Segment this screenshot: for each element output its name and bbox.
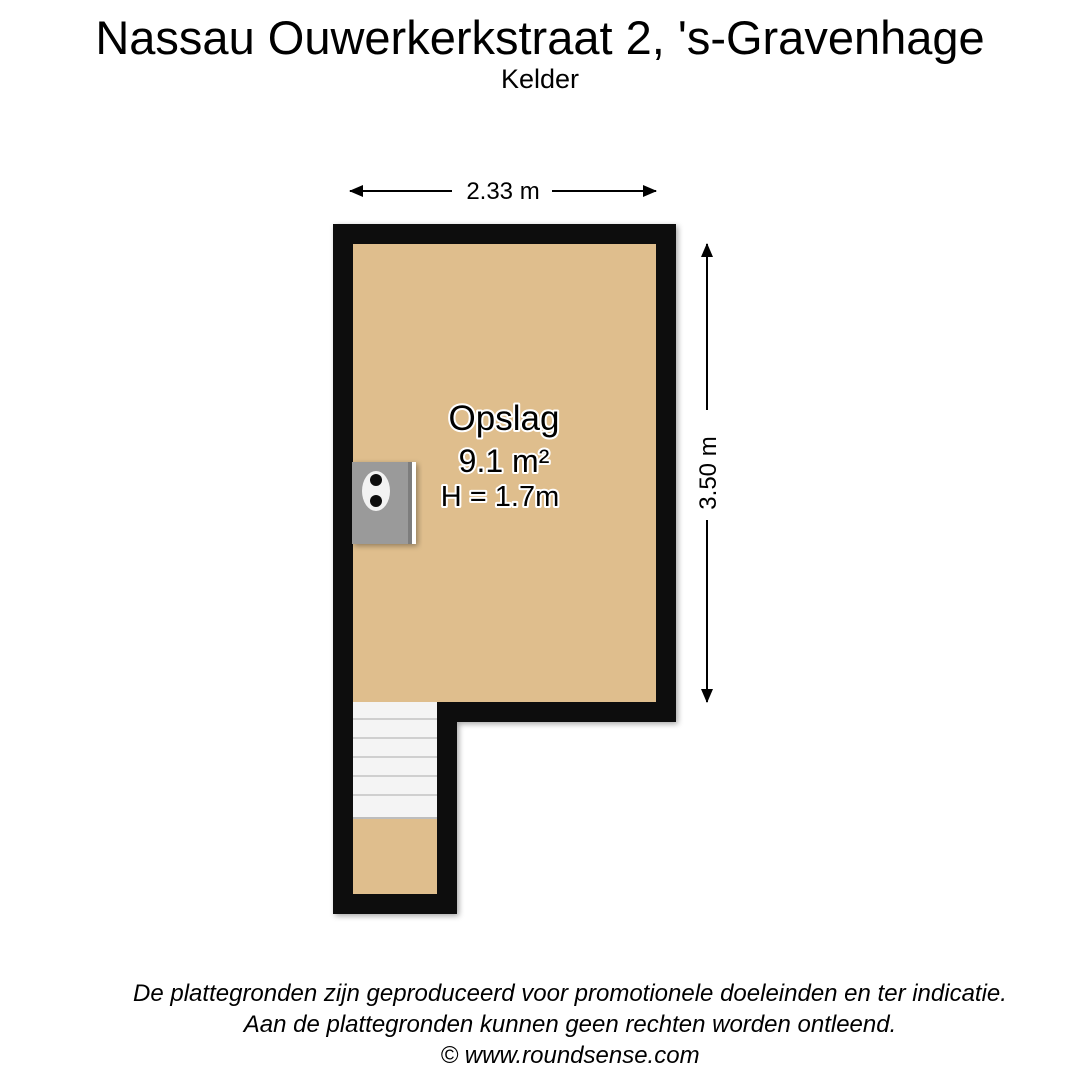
depth-dimension-label: 3.50 m [695,436,722,510]
room-height: H = 1.7m [440,481,560,513]
room-area: 9.1 m² [458,443,550,479]
stairs [353,702,437,818]
width-dimension-label: 2.33 m [466,178,540,205]
room-name: Opslag [448,399,560,438]
disclaimer-line-1: De plattegronden zijn geproduceerd voor promotionele doeleinden en ter indicatie. [133,980,1007,1007]
disclaimer [0,978,1080,1071]
floor-label: Kelder [500,64,580,94]
plan-title: Nassau Ouwerkerkstraat 2, 's-Gravenhage [95,11,985,64]
copyright-text: © www.roundsense.com [440,1042,700,1069]
width-dimension [350,178,656,205]
boiler-fixture-icon [352,462,416,544]
disclaimer-line-2: Aan de plattegronden kunnen geen rechten worden ontleend. [243,1011,897,1038]
depth-dimension [695,244,722,702]
